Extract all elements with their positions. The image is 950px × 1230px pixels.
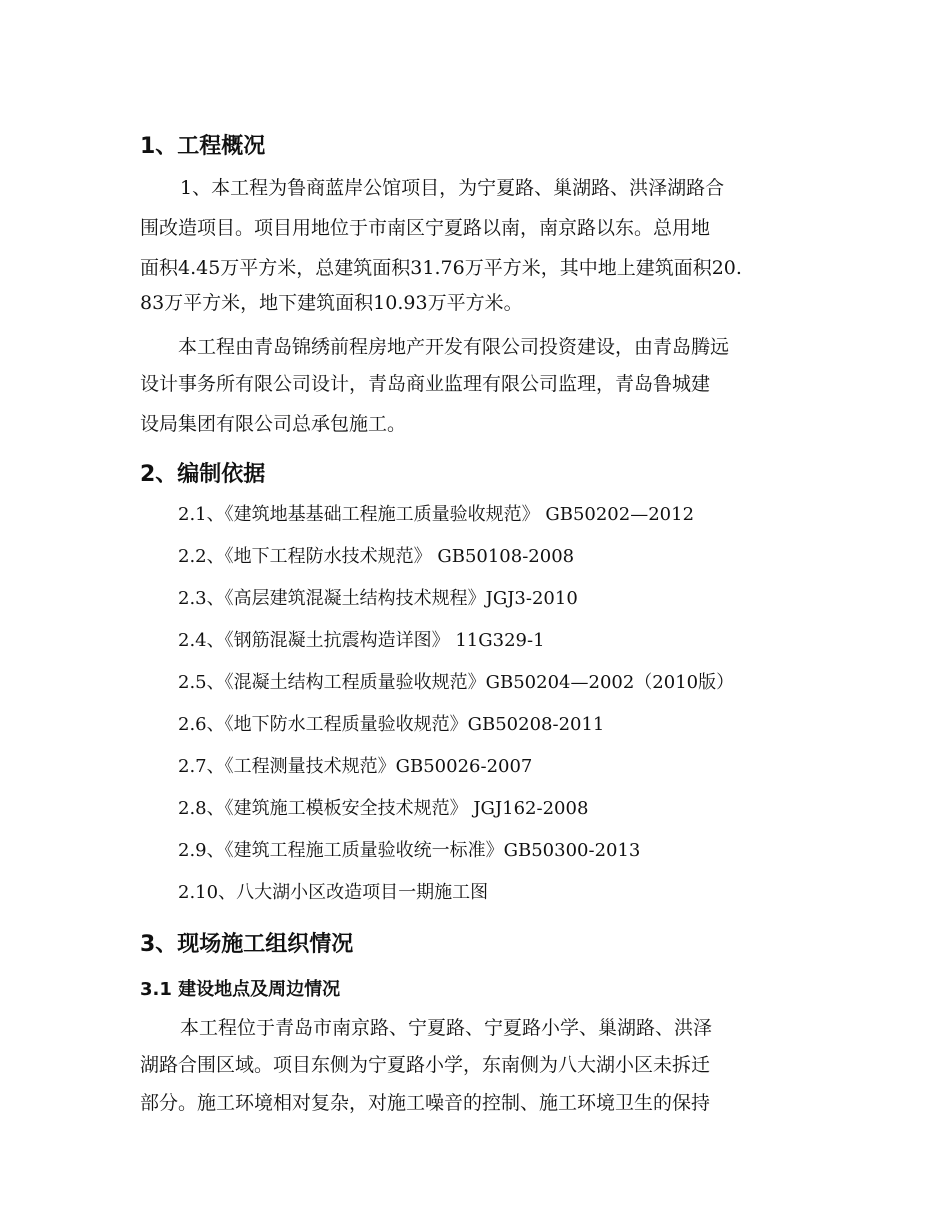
- reference-item: 2.4、《钢筋混凝土抗震构造详图》 11G329-1: [178, 630, 545, 651]
- section-1-para-1-line-4: 83万平方米，地下建筑面积10.93万平方米。: [140, 292, 523, 314]
- reference-item: 2.10、八大湖小区改造项目一期施工图: [178, 882, 489, 903]
- reference-item: 2.8、《建筑施工模板安全技术规范》 JGJ162-2008: [178, 798, 589, 819]
- section-2-heading: 2、编制依据: [140, 462, 266, 487]
- section-3-heading: 3、现场施工组织情况: [140, 932, 354, 957]
- section-1-para-2-line-3: 设局集团有限公司总承包施工。: [140, 413, 407, 435]
- reference-item: 2.1、《建筑地基基础工程施工质量验收规范》 GB50202—2012: [178, 504, 695, 525]
- section-3-1-para-line-2: 湖路合围区域。项目东侧为宁夏路小学，东南侧为八大湖小区未拆迁: [140, 1054, 711, 1076]
- section-3-1-heading: 3.1 建设地点及周边情况: [140, 979, 341, 1000]
- section-1-heading: 1、工程概况: [140, 134, 266, 159]
- section-3-1-para-line-3: 部分。施工环境相对复杂，对施工噪音的控制、施工环境卫生的保持: [140, 1092, 711, 1114]
- section-3-1-para-line-1: 本工程位于青岛市南京路、宁夏路、宁夏路小学、巢湖路、洪泽: [180, 1017, 713, 1039]
- section-1-para-1-line-1: 1、本工程为鲁商蓝岸公馆项目，为宁夏路、巢湖路、洪泽湖路合: [180, 177, 725, 199]
- section-1-para-2-line-2: 设计事务所有限公司设计，青岛商业监理有限公司监理，青岛鲁城建: [140, 373, 711, 395]
- reference-item: 2.9、《建筑工程施工质量验收统一标准》GB50300-2013: [178, 840, 641, 861]
- reference-item: 2.6、《地下防水工程质量验收规范》GB50208-2011: [178, 714, 605, 735]
- section-1-para-1-line-2: 围改造项目。项目用地位于市南区宁夏路以南，南京路以东。总用地: [140, 217, 711, 239]
- reference-item: 2.3、《高层建筑混凝土结构技术规程》JGJ3-2010: [178, 588, 578, 609]
- section-1-para-2-line-1: 本工程由青岛锦绣前程房地产开发有限公司投资建设，由青岛腾远: [178, 336, 730, 358]
- reference-item: 2.7、《工程测量技术规范》GB50026-2007: [178, 756, 533, 777]
- reference-item: 2.2、《地下工程防水技术规范》 GB50108-2008: [178, 546, 575, 567]
- reference-item: 2.5、《混凝土结构工程质量验收规范》GB50204—2002（2010版）: [178, 672, 735, 693]
- section-1-para-1-line-3: 面积4.45万平方米，总建筑面积31.76万平方米，其中地上建筑面积20.: [140, 257, 742, 279]
